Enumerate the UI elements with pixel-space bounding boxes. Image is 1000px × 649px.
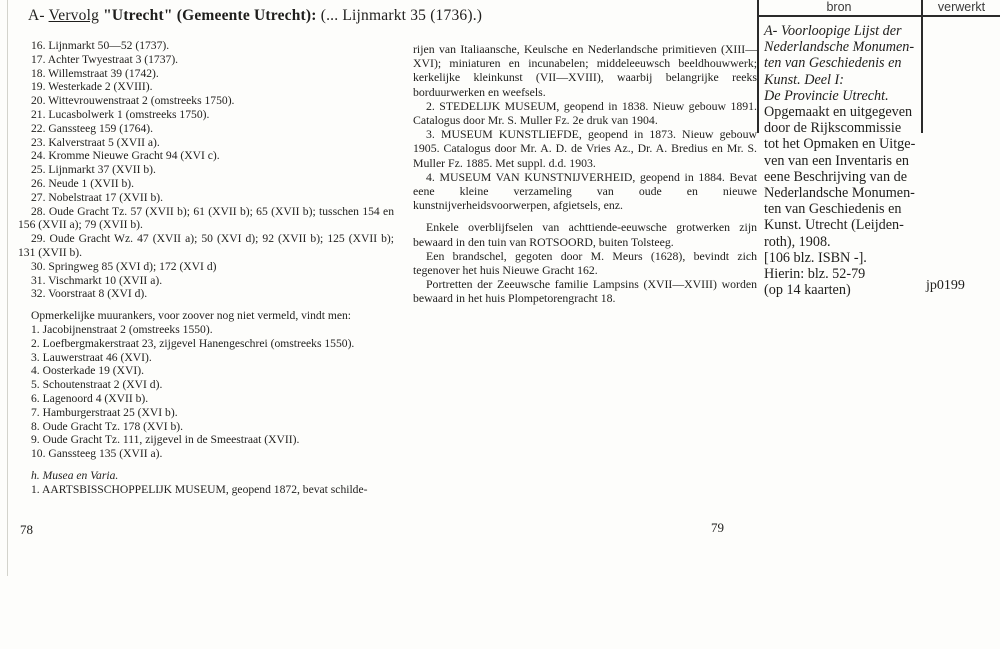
list-item: 5. Schoutenstraat 2 (XVI d).: [31, 378, 163, 392]
paragraph: Enkele overblijfselen van achttiende-eeuwsche grotwerken zijn bewaard in den tuin van ROTSOORD, buiten Tolsteeg.: [413, 220, 757, 249]
paragraph: 3. MUSEUM KUNSTLIEFDE, geopend in 1873. Nieuw gebouw 1905. Catalogus door Mr. A. D. de Vries Az., Dr. A. Bredius en Mr. S. Muller Fz. 1885. Met suppl. d.d. 1903.: [413, 127, 757, 170]
left-column: [18, 39, 394, 497]
list-item: 27. Nobelstraat 17 (XVII b).: [31, 190, 164, 204]
annotation-line: door de Rijkscommissie: [764, 120, 902, 137]
list-item: 8. Oude Gracht Tz. 178 (XVI b).: [31, 419, 184, 433]
list-item: 24. Kromme Nieuwe Gracht 94 (XVI c).: [31, 149, 220, 163]
annotation-line: De Provincie Utrecht.: [764, 87, 889, 104]
paragraph: 2. STEDELIJK MUSEUM, geopend in 1838. Nieuw gebouw 1891. Catalogus door Mr. S. Muller Fz. 2e druk van 1904.: [413, 98, 757, 128]
list-item: 30. Springweg 85 (XVI d); 172 (XVI d): [31, 259, 217, 273]
list-item: 16. Lijnmarkt 50—52 (1737).: [31, 39, 170, 52]
paragraph: Portretten der Zeeuwsche familie Lampsins (XVII—XVIII) worden bewaard in het huis Plompetorengracht 18.: [413, 277, 757, 306]
document-header: [28, 7, 728, 25]
annotation-line: ten van Geschiedenis en: [764, 55, 902, 72]
annotation-line: roth), 1908.: [764, 233, 831, 250]
page-number-left: 78: [20, 522, 33, 537]
list-item: 21. Lucasbolwerk 1 (omstreeks 1750).: [31, 107, 210, 121]
musea-first-line: 1. AARTSBISSCHOPPELIJK MUSEUM, geopend 1872, bevat schilde-: [31, 482, 368, 496]
header-title-bold: "Utrecht" (Gemeente Utrecht):: [99, 7, 321, 24]
annotation-line: Hierin: blz. 52-79: [764, 266, 866, 283]
list-item: 25. Lijnmarkt 37 (XVII b).: [31, 163, 156, 177]
page-edge-line: [7, 0, 8, 576]
header-prefix: A-: [28, 7, 49, 24]
list-item: 32. Voorstraat 8 (XVI d).: [31, 287, 148, 301]
header-vervolg: Vervolg: [48, 7, 100, 24]
list-item: 6. Lagenoord 4 (XVII b).: [31, 391, 149, 405]
list-item: 28. Oude Gracht Tz. 57 (XVII b); 61 (XVII b); 65 (XVII b); tusschen 154 en 156 (XVII a); 79 (XVII b).: [18, 204, 394, 232]
header-title-rest: (... Lijnmarkt 35 (1736).): [320, 7, 483, 24]
annotation-line: eene Beschrijving van de: [764, 168, 908, 185]
annotation-line: ven van een Inventaris en: [764, 152, 909, 169]
list-item: 31. Vischmarkt 10 (XVII a).: [31, 273, 163, 287]
annotation-line: ten van Geschiedenis en: [764, 201, 902, 218]
sidebar-table-header-rule: [757, 15, 1000, 17]
sidebar-reference-code: jp0199: [926, 278, 965, 293]
list-item: 18. Willemstraat 39 (1742).: [31, 66, 159, 80]
list-item: 4. Oosterkade 19 (XVI).: [31, 364, 145, 378]
list-item: 17. Achter Twyestraat 3 (1737).: [31, 52, 179, 66]
muurankers-intro: Opmerkelijke muurankers, voor zoover nog niet vermeld, vindt men:: [31, 309, 352, 323]
paragraph: 4. MUSEUM VAN KUNSTNIJVERHEID, geopend in 1884. Bevat eene kleine verzameling van oude en nieuwe kunstnijverheidsvoorwerpen, afgietsels, enz.: [413, 169, 757, 213]
page-number-right: 79: [711, 520, 724, 535]
annotation-line: tot het Opmaken en Uitge-: [764, 136, 916, 153]
list-item: 23. Kalverstraat 5 (XVII a).: [31, 135, 160, 149]
list-item: 19. Westerkade 2 (XVIII).: [31, 80, 153, 94]
list-item: 26. Neude 1 (XVII b).: [31, 176, 135, 190]
list-item: 29. Oude Gracht Wz. 47 (XVII a); 50 (XVI d); 92 (XVII b); 125 (XVII b); 131 (XVII b).: [18, 232, 394, 259]
list-item: 10. Ganssteeg 135 (XVII a).: [31, 447, 163, 461]
list-item: 1. Jacobijnenstraat 2 (omstreeks 1550).: [31, 322, 213, 336]
annotation-line: Kunst. Utrecht (Leijden-: [764, 217, 904, 234]
paragraph: rijen van Italiaansche, Keulsche en Nederlandsche primitieven (XIII—XVI); miniaturen en incunabelen; middeleeuwsch beeldhouwwerk; kerkelijke kleinkunst (VII—XVIII), waarbij belangrijke reeks borduurwerken en weefsels.: [413, 42, 757, 99]
list-item: 3. Lauwerstraat 46 (XVI).: [31, 350, 152, 364]
annotation-line: Nederlandsche Monumen-: [764, 185, 915, 202]
list-item: 20. Wittevrouwenstraat 2 (omstreeks 1750).: [31, 94, 235, 108]
musea-section-heading: h. Musea en Varia.: [31, 468, 119, 482]
paragraph: Een brandschel, gegoten door M. Meurs (1628), bevindt zich tegenover het huis Nieuwe Gracht 162.: [413, 248, 757, 278]
annotation-line: Nederlandsche Monumen-: [764, 39, 915, 56]
annotation-line: A- Voorloopige Lijst der: [764, 23, 902, 39]
right-column: [413, 42, 757, 306]
sidebar-source-annotation: [764, 23, 936, 298]
annotation-line: (op 14 kaarten): [764, 282, 851, 299]
sidebar-table-left-border: [757, 0, 759, 133]
annotation-line: [106 blz. ISBN -].: [764, 249, 867, 266]
list-item: 2. Loefbergmakerstraat 23, zijgevel Hanengeschrei (omstreeks 1550).: [31, 336, 355, 350]
list-item: 9. Oude Gracht Tz. 111, zijgevel in de Smeestraat (XVII).: [31, 433, 300, 447]
list-item: 7. Hamburgerstraat 25 (XVI b).: [31, 405, 178, 419]
sidebar-column-header-bron: bron: [826, 0, 852, 14]
list-item: 22. Ganssteeg 159 (1764).: [31, 121, 154, 135]
annotation-line: Opgemaakt en uitgegeven: [764, 104, 913, 121]
annotation-line: Kunst. Deel I:: [764, 71, 844, 88]
sidebar-column-header-verwerkt: verwerkt: [937, 0, 986, 14]
